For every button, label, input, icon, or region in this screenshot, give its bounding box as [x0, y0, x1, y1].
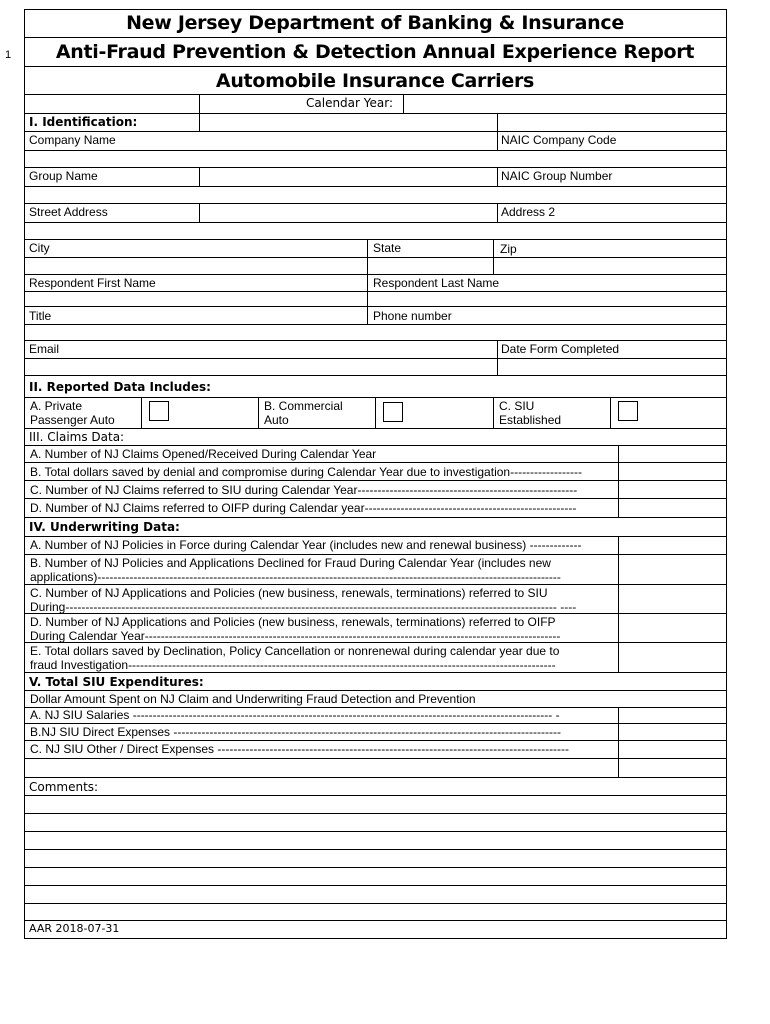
underwriting-e-label-1: E. Total dollars saved by Declination, Policy Cancellation or nonrenewal during calendar year due to	[30, 644, 560, 658]
underwriting-e-field[interactable]	[619, 643, 725, 672]
city-field[interactable]	[25, 258, 367, 274]
phone-number-label: Phone number	[373, 309, 452, 323]
address2-field[interactable]	[25, 223, 725, 239]
identification-heading: I. Identification:	[29, 115, 138, 129]
street-address-field[interactable]	[200, 204, 496, 222]
title-field[interactable]	[25, 325, 367, 340]
state-field[interactable]	[368, 258, 493, 274]
reported-data-heading: II. Reported Data Includes:	[29, 380, 211, 394]
underwriting-d-field[interactable]	[619, 614, 725, 642]
claims-c-field[interactable]	[619, 481, 725, 498]
comments-label: Comments:	[29, 780, 99, 794]
naic-group-number-field[interactable]	[25, 187, 725, 203]
underwriting-b-label-1: B. Number of NJ Policies and Applications Declined for Fraud During Calendar Year (includes new	[30, 556, 551, 570]
claims-b-label: B. Total dollars saved by denial and compromise during Calendar Year due to investigation------------------	[30, 465, 583, 479]
claims-a-label: A. Number of NJ Claims Opened/Received During Calendar Year	[30, 447, 377, 461]
respondent-first-name-field[interactable]	[25, 292, 367, 306]
header-line-3: Automobile Insurance Carriers	[215, 70, 535, 92]
siu-salaries-field[interactable]	[619, 708, 725, 723]
zip-field[interactable]	[494, 258, 725, 274]
siu-established-checkbox[interactable]	[618, 401, 638, 421]
naic-group-number-label: NAIC Group Number	[501, 169, 613, 183]
siu-direct-expenses-field[interactable]	[619, 724, 725, 740]
siu-established-label-2: Established	[499, 413, 562, 427]
commercial-auto-label-1: B. Commercial	[264, 399, 343, 413]
header-line-1: New Jersey Department of Banking & Insurance	[126, 12, 624, 34]
siu-total-field[interactable]	[619, 759, 725, 777]
underwriting-b-field[interactable]	[619, 555, 725, 584]
group-name-label: Group Name	[29, 169, 98, 183]
respondent-last-name-field[interactable]	[368, 292, 725, 306]
respondent-first-name-label: Respondent First Name	[29, 276, 156, 290]
underwriting-d-label-2: During Calendar Year--------------------------------------------------------------------------------------------------------	[30, 629, 561, 643]
respondent-last-name-label: Respondent Last Name	[373, 276, 500, 290]
company-name-label: Company Name	[29, 133, 116, 147]
siu-established-label-1: C. SIU	[499, 399, 535, 413]
underwriting-c-label-2: During--------------------------------------------------------------------------------------------------------------------------- ----	[30, 600, 577, 614]
private-passenger-label-2: Passenger Auto	[30, 413, 115, 427]
underwriting-c-label-1: C. Number of NJ Applications and Policies (new business, renewals, terminations) referred to SIU	[30, 586, 548, 600]
commercial-auto-label-2: Auto	[264, 413, 289, 427]
email-field[interactable]	[25, 359, 497, 375]
underwriting-c-field[interactable]	[619, 585, 725, 613]
naic-company-code-label: NAIC Company Code	[501, 133, 617, 147]
underwriting-e-label-2: fraud Investigation-----------------------------------------------------------------------------------------------------------	[30, 658, 556, 672]
naic-company-code-field[interactable]	[25, 151, 725, 167]
date-form-completed-label: Date Form Completed	[501, 342, 620, 356]
phone-number-field[interactable]	[368, 325, 725, 340]
state-label: State	[373, 241, 402, 255]
claims-d-label: D. Number of NJ Claims referred to OIFP during Calendar year-----------------------------------------------------	[30, 501, 577, 515]
group-name-field[interactable]	[200, 168, 496, 186]
page-number: 1	[5, 49, 12, 61]
city-label: City	[29, 241, 50, 255]
claims-d-field[interactable]	[619, 499, 725, 517]
siu-other-expenses-label: C. NJ SIU Other / Direct Expenses ----------------------------------------------------------------------------------------	[30, 742, 570, 756]
title-label: Title	[29, 309, 52, 323]
private-passenger-label-1: A. Private	[30, 399, 83, 413]
zip-label: Zip	[500, 242, 517, 256]
claims-b-field[interactable]	[619, 463, 725, 480]
underwriting-data-heading: IV. Underwriting Data:	[29, 520, 180, 534]
siu-expenditures-heading: V. Total SIU Expenditures:	[29, 675, 204, 689]
underwriting-d-label-1: D. Number of NJ Applications and Policies (new business, renewals, terminations) referred to OIFP	[30, 615, 556, 629]
siu-other-expenses-field[interactable]	[619, 741, 725, 758]
claims-a-field[interactable]	[619, 446, 725, 462]
private-passenger-checkbox[interactable]	[149, 401, 169, 421]
claims-data-heading: III. Claims Data:	[29, 430, 125, 444]
form-code: AAR 2018-07-31	[29, 922, 120, 935]
company-name-field[interactable]	[200, 132, 496, 150]
claims-c-label: C. Number of NJ Claims referred to SIU during Calendar Year-------------------------------------------------------	[30, 483, 578, 497]
calendar-year-field[interactable]	[404, 95, 725, 113]
date-form-completed-field[interactable]	[498, 359, 725, 375]
siu-direct-expenses-label: B.NJ SIU Direct Expenses -------------------------------------------------------------------------------------------------	[30, 725, 561, 739]
email-label: Email	[29, 342, 60, 356]
underwriting-a-field[interactable]	[619, 537, 725, 554]
calendar-year-label: Calendar Year:	[306, 96, 394, 110]
siu-subtitle: Dollar Amount Spent on NJ Claim and Underwriting Fraud Detection and Prevention	[30, 692, 476, 706]
header-line-2: Anti-Fraud Prevention & Detection Annual Experience Report	[55, 41, 695, 63]
siu-salaries-label: A. NJ SIU Salaries --------------------------------------------------------------------------------------------------------- -	[30, 708, 560, 722]
commercial-auto-checkbox[interactable]	[383, 402, 403, 422]
underwriting-a-label: A. Number of NJ Policies in Force during Calendar Year (includes new and renewal business) -------------	[30, 538, 582, 552]
street-address-label: Street Address	[29, 205, 108, 219]
address2-label: Address 2	[501, 205, 556, 219]
underwriting-b-label-2: applications)--------------------------------------------------------------------------------------------------------------------	[30, 570, 561, 584]
comments-field[interactable]	[25, 796, 725, 920]
